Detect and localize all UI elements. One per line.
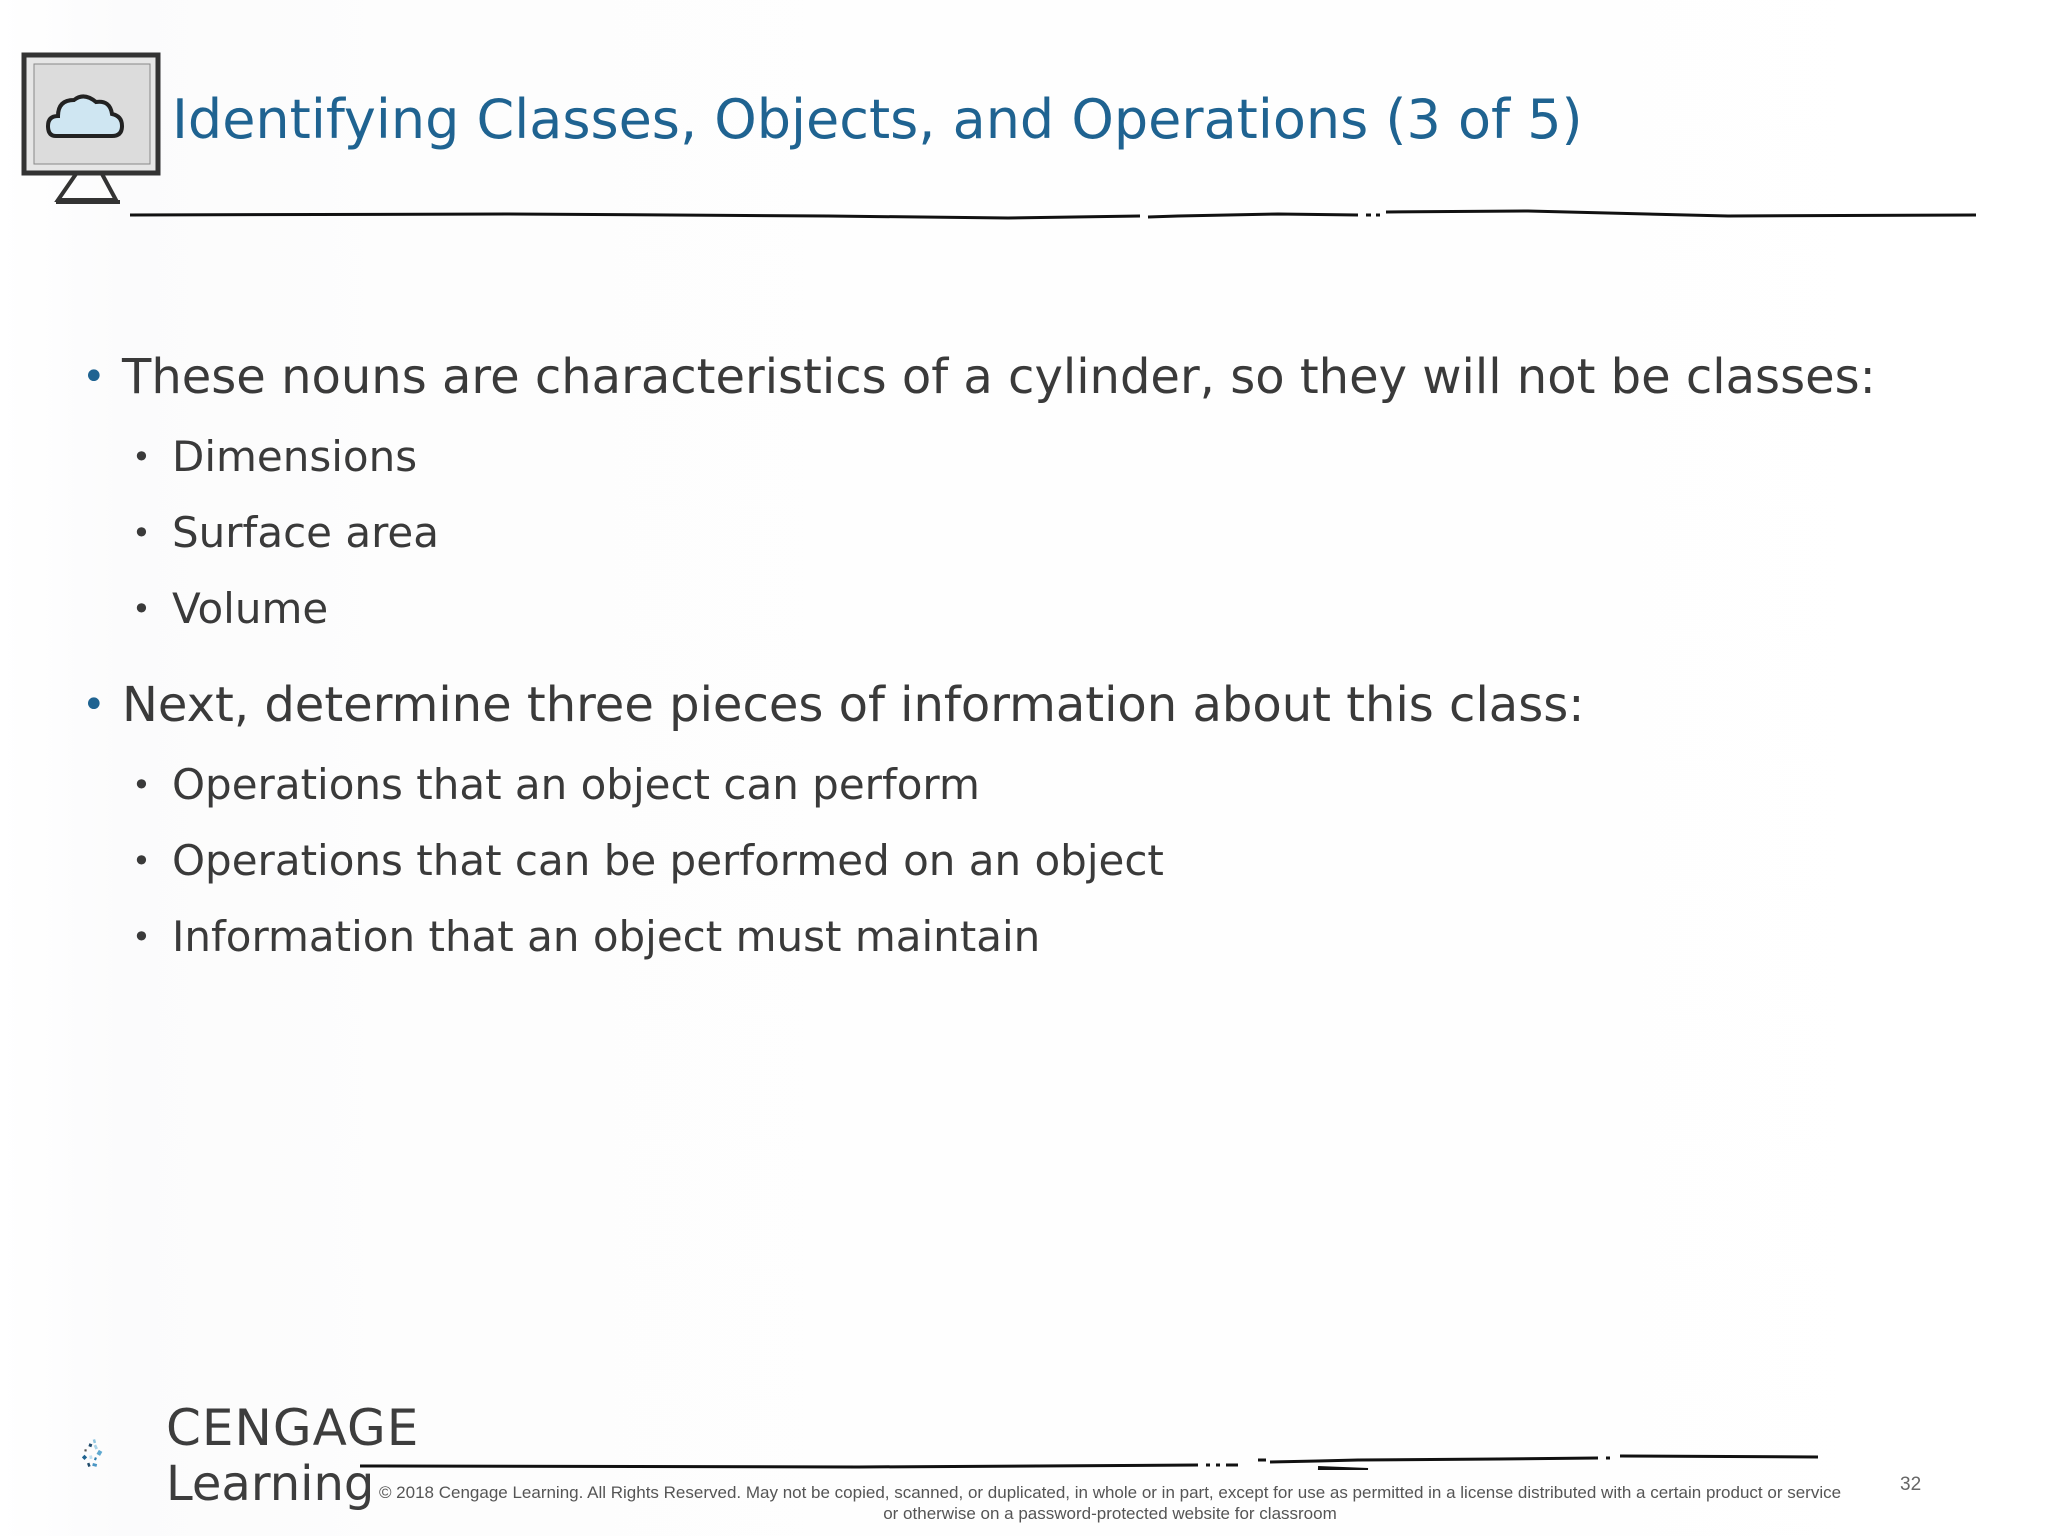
computer-monitor-cloud-icon [18,50,168,210]
sub-bullet-text: Volume [172,584,329,633]
sub-bullet-text: Surface area [172,508,440,557]
copyright-line-2: or otherwise on a password-protected website for classroom [883,1504,1337,1523]
sub-bullet-text: Dimensions [172,432,418,481]
sub-bullet-text: Operations that an object can perform [172,760,980,809]
bullet-text: These nouns are characteristics of a cylinder, so they will not be classes: [122,349,1876,405]
sub-bullet-text: Operations that can be performed on an object [172,836,1164,885]
slide-title: Identifying Classes, Objects, and Operations (3 of 5) [172,88,1583,151]
sub-bullet [80,909,1960,965]
bullet-dot: • [82,682,106,728]
sub-bullet [80,429,1960,485]
copyright-line-1: © 2018 Cengage Learning. All Rights Reserved. May not be copied, scanned, or duplicated, in whole or in part, except for use as permitted in a license distributed with a certain product or service [378,1483,1842,1502]
slide-content [80,345,1960,965]
bullet-level1 [80,345,1960,409]
cengage-dots-icon [82,1395,172,1520]
bullet-dot: • [132,590,151,628]
copyright-notice [360,1482,1860,1524]
bullet-dot: • [132,842,151,880]
footer-underline [358,1440,1818,1470]
bullet-dot: • [132,766,151,804]
bullet-dot: • [82,354,106,400]
sub-bullet [80,757,1960,813]
bullet-dot: • [132,918,151,956]
bullet-dot: • [132,438,151,476]
logo-wordmark-top: CENGAGE [166,1399,420,1457]
sub-bullet-text: Information that an object must maintain [172,912,1041,961]
sub-bullet [80,833,1960,889]
title-underline [128,200,1978,230]
bullet-dot: • [132,514,151,552]
page-number: 32 [1900,1474,1922,1495]
bullet-level1 [80,673,1960,737]
logo-wordmark-bottom: Learning [166,1456,375,1512]
sub-bullet [80,505,1960,561]
bullet-text: Next, determine three pieces of information about this class: [122,677,1585,733]
sub-bullet [80,581,1960,637]
